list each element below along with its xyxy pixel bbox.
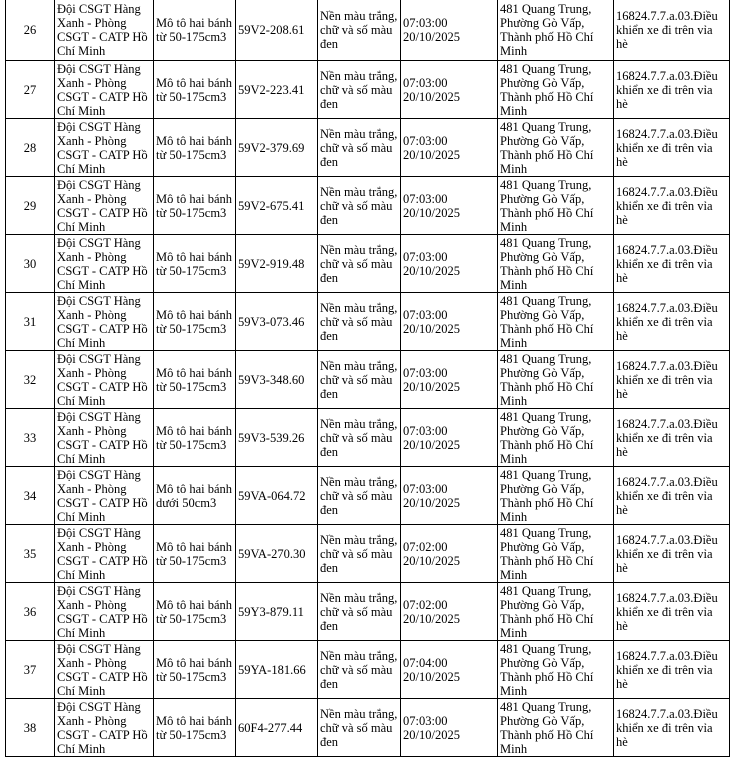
table-row xyxy=(6,409,730,467)
plate-color-cell: Nền màu trắng, chữ và số màu đen xyxy=(318,351,401,409)
violation-time-cell: 07:03:00 20/10/2025 xyxy=(401,351,498,409)
unit-cell: Đội CSGT Hàng Xanh - Phòng CSGT - CATP Hồ Chí Minh xyxy=(55,409,154,467)
table-row xyxy=(6,235,730,293)
plate-color-cell: Nền màu trắng, chữ và số màu đen xyxy=(318,467,401,525)
unit-cell: Đội CSGT Hàng Xanh - Phòng CSGT - CATP Hồ Chí Minh xyxy=(55,177,154,235)
row-number: 33 xyxy=(6,409,55,467)
row-number: 34 xyxy=(6,467,55,525)
table-row xyxy=(6,177,730,235)
unit-cell: Đội CSGT Hàng Xanh - Phòng CSGT - CATP Hồ Chí Minh xyxy=(55,641,154,699)
unit-cell: Đội CSGT Hàng Xanh - Phòng CSGT - CATP Hồ Chí Minh xyxy=(55,351,154,409)
location-cell: 481 Quang Trung, Phường Gò Vấp, Thành phố Hồ Chí Minh xyxy=(498,61,614,119)
violation-cell: 16824.7.7.a.03.Điều khiển xe đi trên vỉa hè xyxy=(614,351,730,409)
unit-cell: Đội CSGT Hàng Xanh - Phòng CSGT - CATP Hồ Chí Minh xyxy=(55,467,154,525)
violation-cell: 16824.7.7.a.03.Điều khiển xe đi trên vỉa hè xyxy=(614,467,730,525)
violation-cell: 16824.7.7.a.03.Điều khiển xe đi trên vỉa hè xyxy=(614,235,730,293)
violation-cell: 16824.7.7.a.03.Điều khiển xe đi trên vỉa hè xyxy=(614,583,730,641)
plate-color-cell: Nền màu trắng, chữ và số màu đen xyxy=(318,235,401,293)
location-cell: 481 Quang Trung, Phường Gò Vấp, Thành phố Hồ Chí Minh xyxy=(498,467,614,525)
location-cell: 481 Quang Trung, Phường Gò Vấp, Thành phố Hồ Chí Minh xyxy=(498,525,614,583)
violation-time-cell: 07:03:00 20/10/2025 xyxy=(401,409,498,467)
unit-cell: Đội CSGT Hàng Xanh - Phòng CSGT - CATP Hồ Chí Minh xyxy=(55,61,154,119)
row-number: 30 xyxy=(6,235,55,293)
license-plate-cell: 59V3-539.26 xyxy=(236,409,318,467)
license-plate-cell: 60F4-277.44 xyxy=(236,699,318,757)
unit-cell: Đội CSGT Hàng Xanh - Phòng CSGT - CATP Hồ Chí Minh xyxy=(55,583,154,641)
violation-time-cell: 07:03:00 20/10/2025 xyxy=(401,467,498,525)
plate-color-cell: Nền màu trắng, chữ và số màu đen xyxy=(318,61,401,119)
row-number: 37 xyxy=(6,641,55,699)
vehicle-type-cell: Mô tô hai bánh từ 50-175cm3 xyxy=(154,61,236,119)
vehicle-type-cell: Mô tô hai bánh từ 50-175cm3 xyxy=(154,293,236,351)
plate-color-cell: Nền màu trắng, chữ và số màu đen xyxy=(318,119,401,177)
vehicle-type-cell: Mô tô hai bánh từ 50-175cm3 xyxy=(154,409,236,467)
license-plate-cell: 59YA-181.66 xyxy=(236,641,318,699)
violation-cell: 16824.7.7.a.03.Điều khiển xe đi trên vỉa hè xyxy=(614,641,730,699)
table-row xyxy=(6,583,730,641)
violations-table xyxy=(5,0,730,757)
plate-color-cell: Nền màu trắng, chữ và số màu đen xyxy=(318,177,401,235)
table-row xyxy=(6,293,730,351)
violation-time-cell: 07:03:00 20/10/2025 xyxy=(401,0,498,61)
vehicle-type-cell: Mô tô hai bánh từ 50-175cm3 xyxy=(154,119,236,177)
license-plate-cell: 59V2-208.61 xyxy=(236,0,318,61)
violation-cell: 16824.7.7.a.03.Điều khiển xe đi trên vỉa hè xyxy=(614,525,730,583)
plate-color-cell: Nền màu trắng, chữ và số màu đen xyxy=(318,525,401,583)
violation-time-cell: 07:03:00 20/10/2025 xyxy=(401,119,498,177)
row-number: 29 xyxy=(6,177,55,235)
vehicle-type-cell: Mô tô hai bánh từ 50-175cm3 xyxy=(154,177,236,235)
row-number: 35 xyxy=(6,525,55,583)
vehicle-type-cell: Mô tô hai bánh từ 50-175cm3 xyxy=(154,699,236,757)
unit-cell: Đội CSGT Hàng Xanh - Phòng CSGT - CATP Hồ Chí Minh xyxy=(55,235,154,293)
row-number: 38 xyxy=(6,699,55,757)
license-plate-cell: 59V2-223.41 xyxy=(236,61,318,119)
location-cell: 481 Quang Trung, Phường Gò Vấp, Thành phố Hồ Chí Minh xyxy=(498,351,614,409)
vehicle-type-cell: Mô tô hai bánh từ 50-175cm3 xyxy=(154,641,236,699)
row-number: 31 xyxy=(6,293,55,351)
row-number: 26 xyxy=(6,0,55,61)
violation-cell: 16824.7.7.a.03.Điều khiển xe đi trên vỉa hè xyxy=(614,177,730,235)
violation-time-cell: 07:03:00 20/10/2025 xyxy=(401,177,498,235)
vehicle-type-cell: Mô tô hai bánh từ 50-175cm3 xyxy=(154,235,236,293)
violation-time-cell: 07:03:00 20/10/2025 xyxy=(401,293,498,351)
vehicle-type-cell: Mô tô hai bánh từ 50-175cm3 xyxy=(154,525,236,583)
license-plate-cell: 59V2-919.48 xyxy=(236,235,318,293)
row-number: 32 xyxy=(6,351,55,409)
violation-cell: 16824.7.7.a.03.Điều khiển xe đi trên vỉa hè xyxy=(614,61,730,119)
unit-cell: Đội CSGT Hàng Xanh - Phòng CSGT - CATP Hồ Chí Minh xyxy=(55,0,154,61)
unit-cell: Đội CSGT Hàng Xanh - Phòng CSGT - CATP Hồ Chí Minh xyxy=(55,699,154,757)
violation-time-cell: 07:02:00 20/10/2025 xyxy=(401,525,498,583)
plate-color-cell: Nền màu trắng, chữ và số màu đen xyxy=(318,293,401,351)
table-row xyxy=(6,119,730,177)
vehicle-type-cell: Mô tô hai bánh từ 50-175cm3 xyxy=(154,351,236,409)
table-row xyxy=(6,351,730,409)
row-number: 28 xyxy=(6,119,55,177)
vehicle-type-cell: Mô tô hai bánh từ 50-175cm3 xyxy=(154,583,236,641)
location-cell: 481 Quang Trung, Phường Gò Vấp, Thành phố Hồ Chí Minh xyxy=(498,177,614,235)
row-number: 36 xyxy=(6,583,55,641)
table-row xyxy=(6,61,730,119)
location-cell: 481 Quang Trung, Phường Gò Vấp, Thành phố Hồ Chí Minh xyxy=(498,119,614,177)
row-number: 27 xyxy=(6,61,55,119)
violation-time-cell: 07:03:00 20/10/2025 xyxy=(401,699,498,757)
vehicle-type-cell: Mô tô hai bánh dưới 50cm3 xyxy=(154,467,236,525)
location-cell: 481 Quang Trung, Phường Gò Vấp, Thành phố Hồ Chí Minh xyxy=(498,641,614,699)
violation-time-cell: 07:03:00 20/10/2025 xyxy=(401,61,498,119)
violation-time-cell: 07:03:00 20/10/2025 xyxy=(401,235,498,293)
license-plate-cell: 59Y3-879.11 xyxy=(236,583,318,641)
location-cell: 481 Quang Trung, Phường Gò Vấp, Thành phố Hồ Chí Minh xyxy=(498,235,614,293)
plate-color-cell: Nền màu trắng, chữ và số màu đen xyxy=(318,409,401,467)
license-plate-cell: 59V3-073.46 xyxy=(236,293,318,351)
violation-cell: 16824.7.7.a.03.Điều khiển xe đi trên vỉa hè xyxy=(614,699,730,757)
table-row xyxy=(6,641,730,699)
violation-cell: 16824.7.7.a.03.Điều khiển xe đi trên vỉa hè xyxy=(614,293,730,351)
plate-color-cell: Nền màu trắng, chữ và số màu đen xyxy=(318,699,401,757)
violation-time-cell: 07:04:00 20/10/2025 xyxy=(401,641,498,699)
unit-cell: Đội CSGT Hàng Xanh - Phòng CSGT - CATP Hồ Chí Minh xyxy=(55,119,154,177)
unit-cell: Đội CSGT Hàng Xanh - Phòng CSGT - CATP Hồ Chí Minh xyxy=(55,525,154,583)
violation-time-cell: 07:02:00 20/10/2025 xyxy=(401,583,498,641)
plate-color-cell: Nền màu trắng, chữ và số màu đen xyxy=(318,583,401,641)
location-cell: 481 Quang Trung, Phường Gò Vấp, Thành phố Hồ Chí Minh xyxy=(498,293,614,351)
unit-cell: Đội CSGT Hàng Xanh - Phòng CSGT - CATP Hồ Chí Minh xyxy=(55,293,154,351)
table-row xyxy=(6,467,730,525)
violation-cell: 16824.7.7.a.03.Điều khiển xe đi trên vỉa hè xyxy=(614,119,730,177)
license-plate-cell: 59V2-379.69 xyxy=(236,119,318,177)
plate-color-cell: Nền màu trắng, chữ và số màu đen xyxy=(318,641,401,699)
table-row xyxy=(6,699,730,757)
license-plate-cell: 59VA-270.30 xyxy=(236,525,318,583)
location-cell: 481 Quang Trung, Phường Gò Vấp, Thành phố Hồ Chí Minh xyxy=(498,409,614,467)
plate-color-cell: Nền màu trắng, chữ và số màu đen xyxy=(318,0,401,61)
license-plate-cell: 59V3-348.60 xyxy=(236,351,318,409)
license-plate-cell: 59V2-675.41 xyxy=(236,177,318,235)
license-plate-cell: 59VA-064.72 xyxy=(236,467,318,525)
location-cell: 481 Quang Trung, Phường Gò Vấp, Thành phố Hồ Chí Minh xyxy=(498,583,614,641)
table-row xyxy=(6,525,730,583)
violation-cell: 16824.7.7.a.03.Điều khiển xe đi trên vỉa hè xyxy=(614,0,730,61)
table-row xyxy=(6,0,730,61)
violation-cell: 16824.7.7.a.03.Điều khiển xe đi trên vỉa hè xyxy=(614,409,730,467)
location-cell: 481 Quang Trung, Phường Gò Vấp, Thành phố Hồ Chí Minh xyxy=(498,0,614,61)
location-cell: 481 Quang Trung, Phường Gò Vấp, Thành phố Hồ Chí Minh xyxy=(498,699,614,757)
vehicle-type-cell: Mô tô hai bánh từ 50-175cm3 xyxy=(154,0,236,61)
